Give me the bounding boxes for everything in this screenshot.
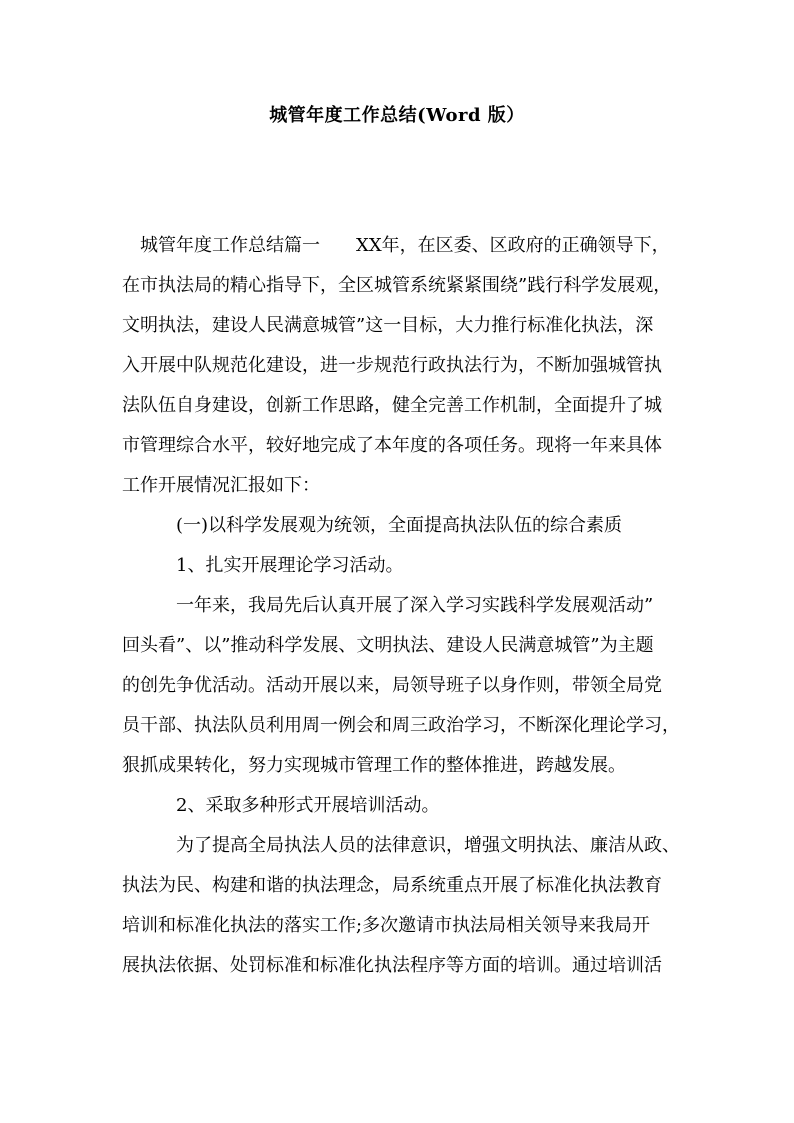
subsection-heading: 1、扎实开展理论学习活动。: [176, 555, 404, 576]
paragraph-line: 市管理综合水平，较好地完成了本年度的各项任务。现将一年来具体: [122, 435, 662, 456]
paragraph-line: 为了提高全局执法人员的法律意识，增强文明执法、廉洁从政、: [176, 835, 680, 856]
paragraph-line: 法队伍自身建设，创新工作思路，健全完善工作机制，全面提升了城: [122, 395, 662, 416]
paragraph-line: 培训和标准化执法的落实工作;多次邀请市执法局相关领导来我局开: [122, 915, 651, 936]
paragraph-line: 文明执法，建设人民满意城管”这一目标，大力推行标准化执法，深: [122, 315, 654, 336]
paragraph-line: 城管年度工作总结篇一 XX年，在区委、区政府的正确领导下，: [140, 235, 670, 256]
paragraph-line: 的创先争优活动。活动开展以来，局领导班子以身作则，带领全局党: [122, 675, 662, 696]
paragraph-line: 展执法依据、处罚标准和标准化执法程序等方面的培训。通过培训活: [122, 955, 662, 976]
paragraph-line: 工作开展情况汇报如下：: [122, 475, 320, 496]
paragraph-line: 狠抓成果转化，努力实现城市管理工作的整体推进，跨越发展。: [122, 755, 626, 776]
paragraph-line: 员干部、执法队员利用周一例会和周三政治学习，不断深化理论学习，: [122, 715, 680, 736]
section-heading: (一)以科学发展观为统领，全面提高执法队伍的综合素质: [176, 515, 623, 536]
paragraph-line: 一年来，我局先后认真开展了深入学习实践科学发展观活动”: [176, 595, 654, 616]
document-body: [122, 226, 682, 986]
paragraph-line: 回头看”、以”推动科学发展、文明执法、建设人民满意城管”为主题: [122, 635, 654, 656]
document-title: 城管年度工作总结(Word 版）: [269, 105, 525, 126]
paragraph-line: 在市执法局的精心指导下，全区城管系统紧紧围绕”践行科学发展观，: [122, 275, 672, 296]
subsection-heading: 2、采取多种形式开展培训活动。: [176, 795, 440, 816]
paragraph-line: 执法为民、构建和谐的执法理念，局系统重点开展了标准化执法教育: [122, 875, 662, 896]
paragraph-line: 入开展中队规范化建设，进一步规范行政执法行为，不断加强城管执: [122, 355, 662, 376]
